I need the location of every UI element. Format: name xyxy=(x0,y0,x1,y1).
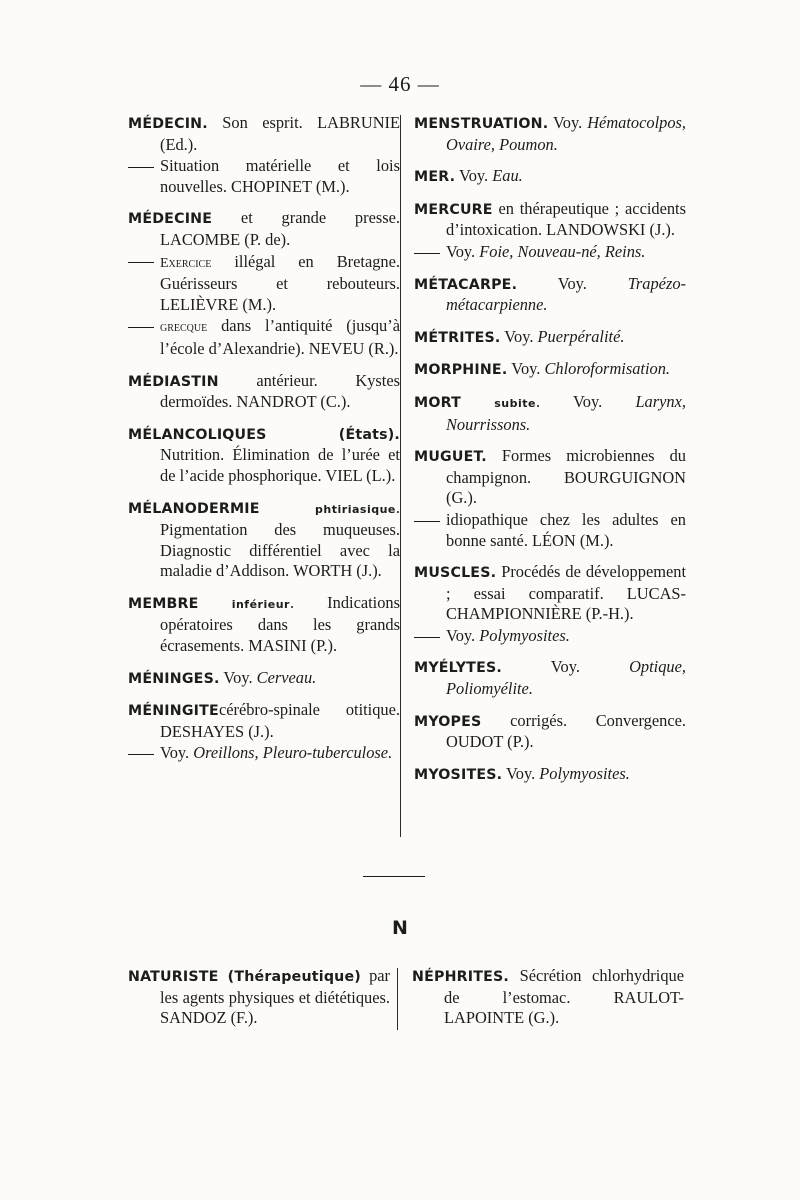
section-letter: N xyxy=(392,917,408,939)
entry-reference: Polymyosites. xyxy=(539,763,630,783)
entry-heading: MYÉLYTES. xyxy=(414,660,502,677)
entry-heading: MUSCLES. xyxy=(414,565,497,582)
entry-heading: MER. xyxy=(414,169,456,186)
column-divider-lower xyxy=(397,968,398,1030)
entry-heading: NATURISTE (Thérapeutique) xyxy=(128,969,361,985)
entry-text: Voy. xyxy=(517,273,628,293)
entry-heading: MÉDECINE xyxy=(128,211,213,228)
entry-text: Voy. xyxy=(502,763,540,783)
entry-text: Situation matérielle et lois nouvelles. CHOPINET (M.). xyxy=(160,156,400,196)
entry-text: Voy. xyxy=(501,657,630,677)
index-entry xyxy=(128,113,400,155)
repeat-dash xyxy=(414,253,440,254)
page-number: — 46 — xyxy=(360,72,440,96)
index-entry xyxy=(128,966,390,1029)
entry-heading: MYOSITES. xyxy=(414,766,503,783)
entry-text: . Pigmentation des muqueuses. Diagnostic différentiel avec la maladie d’Addison. WORTH (J.). xyxy=(160,497,400,581)
index-entry xyxy=(414,446,686,509)
repeat-dash xyxy=(128,262,154,263)
entry-heading: MÉDIASTIN xyxy=(128,373,219,390)
entry-reference: Eau. xyxy=(492,166,523,186)
entry-heading: MENSTRUATION. xyxy=(414,116,549,132)
index-entry xyxy=(414,626,686,647)
entry-text: Voy. xyxy=(160,743,194,763)
entry-text: Procédés de développement ; essai comparatif. LUCAS-CHAMPIONNIÈRE (P.-H.). xyxy=(446,562,686,624)
index-entry xyxy=(414,764,686,786)
entry-text: Formes microbiennes du champignon. BOURGUIGNON (G.). xyxy=(446,446,686,508)
index-entry xyxy=(128,498,400,582)
index-entry xyxy=(414,327,686,349)
repeat-dash xyxy=(128,327,154,328)
entry-qualifier: grecque xyxy=(160,320,208,336)
entry-text: Voy. xyxy=(507,359,545,379)
section-divider xyxy=(363,876,425,877)
entry-reference: Hématocolpos, Ovaire, Poumon. xyxy=(446,113,686,154)
index-entry xyxy=(414,392,686,435)
left-column xyxy=(128,113,400,775)
entry-qualifier: inférieur xyxy=(231,597,290,611)
repeat-dash xyxy=(128,167,154,168)
entry-heading: MÉTRITES. xyxy=(414,329,501,346)
entry-text: illégal en Bretagne. Guérisseurs et rebouteurs. LELIÈVRE (M.). xyxy=(160,251,400,314)
entry-heading: MEMBRE xyxy=(128,595,199,612)
index-entry xyxy=(128,316,400,359)
entry-text: . Voy. xyxy=(535,391,636,411)
index-entry xyxy=(128,668,400,690)
entry-text: Nutrition. Élimination de l’urée et de l’acide phosphorique. VIEL (L.). xyxy=(160,445,400,485)
repeat-dash xyxy=(128,754,154,755)
left-column-lower xyxy=(128,966,390,1040)
index-entry xyxy=(128,743,400,764)
entry-heading: MÉDECIN. xyxy=(128,116,208,132)
entry-text: Voy. xyxy=(219,667,257,687)
entry-reference: Oreillons, Pleuro-tuberculose. xyxy=(193,743,393,763)
index-entry xyxy=(414,510,686,551)
entry-heading: MUGUET. xyxy=(414,449,487,466)
index-entry xyxy=(414,166,686,188)
index-entry xyxy=(414,199,686,241)
entry-text: en thérapeutique ; accidents d’intoxication. LANDOWSKI (J.). xyxy=(446,198,686,240)
repeat-dash xyxy=(414,521,440,522)
entry-text: Voy. xyxy=(500,326,538,346)
entry-text: par les agents physiques et diététiques. SANDOZ (F.). xyxy=(160,966,390,1028)
entry-heading: MÉNINGITE xyxy=(128,703,219,720)
index-entry xyxy=(414,711,686,753)
entry-reference: Larynx, Nourrissons. xyxy=(446,391,686,434)
column-divider xyxy=(400,115,401,837)
entry-heading: MERCURE xyxy=(414,201,493,218)
entry-reference: Optique, Poliomyélite. xyxy=(446,657,686,699)
entry-qualifier: phtiriasique xyxy=(315,502,396,516)
entry-reference: Polymyosites. xyxy=(479,625,570,645)
entry-reference: Foie, Nouveau-né, Reins. xyxy=(479,241,646,261)
entry-text: Sécrétion chlorhydrique de l’estomac. RAULOT-LAPOINTE (G.). xyxy=(444,966,684,1028)
index-entry xyxy=(414,359,686,381)
entry-text: Voy. xyxy=(446,625,480,645)
entry-text: Voy. xyxy=(455,166,493,186)
entry-heading: MORT xyxy=(414,394,461,411)
right-column xyxy=(414,113,686,796)
index-entry xyxy=(128,424,400,487)
entry-heading: MÉLANCOLIQUES (États). xyxy=(128,426,400,443)
entry-heading: MÉTACARPE. xyxy=(414,276,518,293)
entry-reference: Puerpéralité. xyxy=(537,326,625,346)
entry-heading: NÉPHRITES. xyxy=(412,969,510,985)
entry-text: Son esprit. LABRUNIE (Ed.). xyxy=(160,113,400,154)
entry-text: dans l’antiquité (jusqu’à l’école d’Alexandrie). NEVEU (R.). xyxy=(160,316,400,358)
entry-text: idiopathique chez les adultes en bonne santé. LÉON (M.). xyxy=(446,509,686,550)
index-entry xyxy=(414,562,686,625)
entry-reference: Cerveau. xyxy=(256,667,317,687)
entry-text: cérébro-spinale otitique. DESHAYES (J.). xyxy=(160,700,400,741)
entry-text: Voy. xyxy=(446,241,480,261)
entry-qualifier: subite xyxy=(494,396,536,410)
index-entry xyxy=(414,657,686,699)
right-column-lower xyxy=(412,966,684,1040)
index-entry xyxy=(128,371,400,413)
entry-text: . Indications opératoires dans les grands écrasements. MASINI (P.). xyxy=(160,592,400,656)
entry-heading: MÉNINGES. xyxy=(128,670,220,687)
entry-heading: MÉLANODERMIE xyxy=(128,500,260,517)
index-entry xyxy=(412,966,684,1029)
index-entry xyxy=(414,274,686,316)
entry-heading: MYOPES xyxy=(414,713,482,730)
repeat-dash xyxy=(414,637,440,638)
entry-heading: MORPHINE. xyxy=(414,362,508,379)
entry-reference: Chloroformisation. xyxy=(544,359,670,379)
entry-text: corrigés. Convergence. OUDOT (P.). xyxy=(446,710,686,752)
index-entry xyxy=(128,156,400,197)
entry-reference: Trapézo-métacarpienne. xyxy=(446,273,686,315)
index-entry xyxy=(128,208,400,250)
index-entry xyxy=(128,593,400,657)
index-entry xyxy=(128,252,400,316)
index-entry xyxy=(414,242,686,263)
entry-text: Voy. xyxy=(548,113,588,132)
entry-text: antérieur. Kystes dermoïdes. NANDROT (C.). xyxy=(160,370,400,412)
entry-qualifier: Exercice xyxy=(160,255,212,271)
index-entry xyxy=(414,113,686,155)
index-entry xyxy=(128,700,400,742)
entry-text: et grande presse. LACOMBE (P. de). xyxy=(160,208,400,249)
